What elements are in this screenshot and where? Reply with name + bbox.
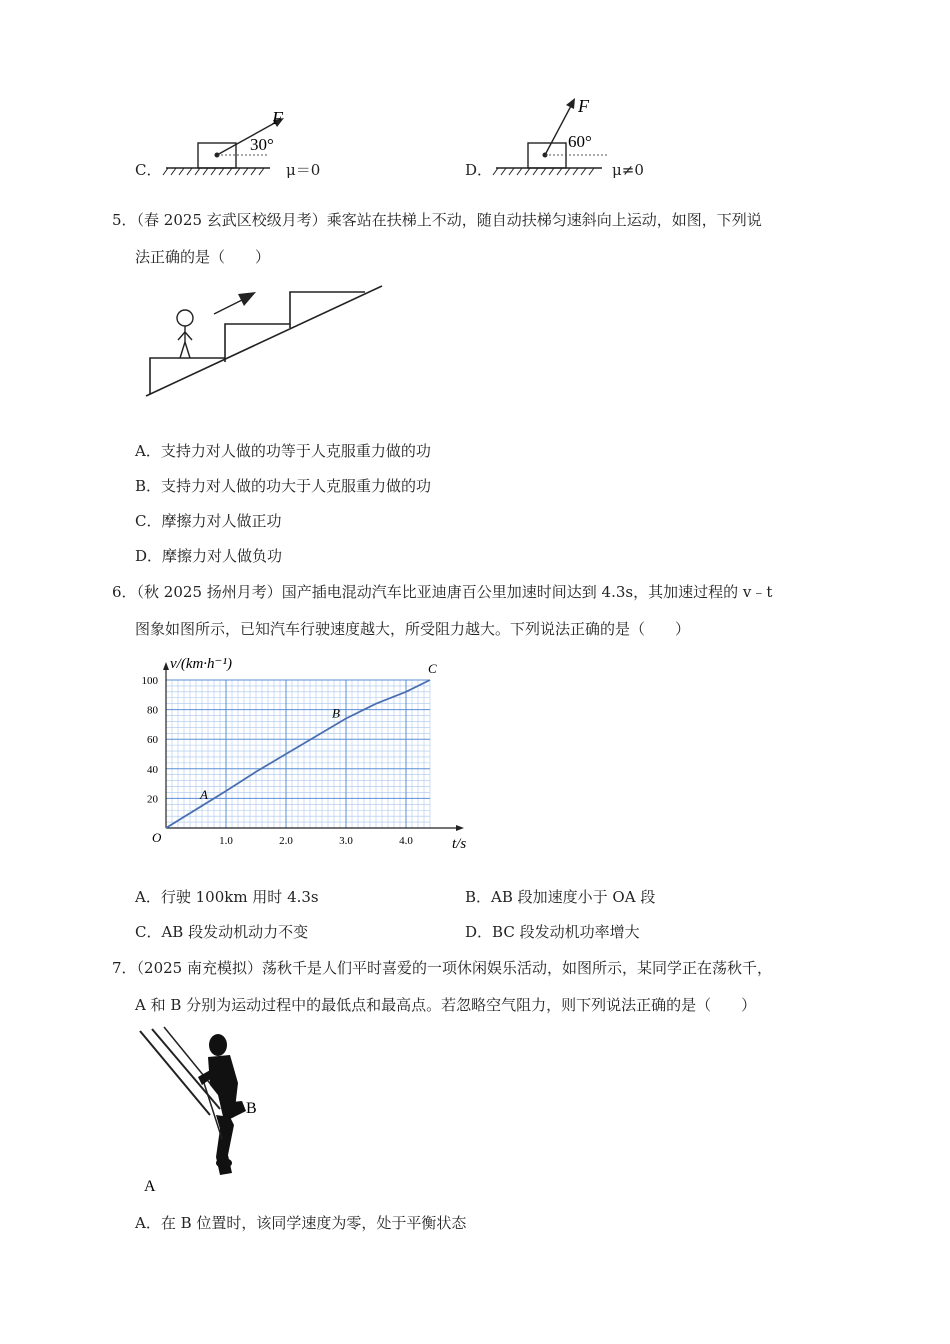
q6-option-d[interactable]: D．BC 段发动机功率增大 [465, 923, 640, 941]
q4-option-c-letter: C． [135, 161, 162, 179]
swinging-person-silhouette [198, 1034, 246, 1175]
q4-option-c-mu: μ＝0 [286, 161, 321, 179]
vt-chart [130, 650, 480, 855]
q5-option-a[interactable]: A．支持力对人做的功等于人克服重力做的功 [135, 442, 431, 460]
q4-option-d-letter: D． [465, 161, 493, 179]
x-axis-arrow-icon [456, 825, 464, 831]
chart-ticks [142, 675, 414, 847]
chart-origin-label: O [152, 830, 162, 845]
point-label-c: C [428, 661, 437, 676]
x-tick-label: 2.0 [279, 835, 293, 847]
y-tick-label: 100 [141, 675, 158, 687]
q5-option-c[interactable]: C．摩擦力对人做正功 [135, 512, 282, 530]
q5-escalator-figure [140, 280, 390, 405]
q5-stem-line1: 5．（春 2025 玄武区校级月考）乘客站在扶梯上不动，随自动扶梯匀速斜向上运动，如图，下列说 [112, 211, 762, 229]
q7-label-a: A [144, 1178, 156, 1195]
q4-d-angle-label: 60° [568, 132, 592, 151]
q6-option-c[interactable]: C．AB 段发动机动力不变 [135, 923, 309, 941]
q5-stem-line2: 法正确的是（ ） [135, 248, 271, 266]
y-tick-label: 20 [147, 793, 158, 806]
q7-stem-line2: A 和 B 分别为运动过程中的最低点和最高点。若忽略空气阻力，则下列说法正确的是（ ） [135, 996, 757, 1014]
x-tick-label: 4.0 [399, 835, 413, 847]
q7-stem-line1: 7．（2025 南充模拟）荡秋千是人们平时喜爱的一项休闲娱乐活动，如图所示，某同学正在荡秋千， [112, 959, 772, 977]
q7-label-b: B [246, 1100, 257, 1117]
q4-option-d-diagram [490, 92, 630, 180]
x-tick-label: 1.0 [219, 835, 233, 847]
q7-option-a[interactable]: A．在 B 位置时，该同学速度为零，处于平衡状态 [135, 1214, 467, 1232]
y-axis-arrow-icon [163, 662, 169, 670]
q4-d-force-label: F [578, 96, 589, 116]
chart-y-axis-label: v/(km·h⁻¹) [170, 656, 232, 672]
direction-arrow-icon [238, 292, 256, 306]
q6-option-b[interactable]: B．AB 段加速度小于 OA 段 [465, 888, 656, 906]
q4-c-force-label: F [272, 108, 283, 128]
q6-stem-line2: 图象如图所示，已知汽车行驶速度越大，所受阻力越大。下列说法正确的是（ ） [135, 620, 691, 638]
q4-option-d-mu: μ≠0 [612, 161, 644, 179]
y-tick-label: 80 [147, 704, 158, 717]
person-figure [177, 310, 193, 358]
q5-option-b[interactable]: B．支持力对人做的功大于人克服重力做的功 [135, 477, 432, 495]
point-label-a: A [200, 786, 208, 802]
x-tick-label: 3.0 [339, 835, 353, 847]
q6-stem-line1: 6．（秋 2025 扬州月考）国产插电混动汽车比亚迪唐百公里加速时间达到 4.3s，其加速过程的 v﹣t [112, 583, 773, 601]
q5-option-d[interactable]: D．摩擦力对人做负功 [135, 547, 283, 565]
q7-swing-figure [138, 1025, 278, 1200]
y-tick-label: 40 [147, 763, 158, 776]
chart-x-axis-label: t/s [452, 836, 467, 852]
point-label-b: B [332, 705, 340, 721]
y-tick-label: 60 [147, 734, 158, 747]
q4-c-angle-label: 30° [250, 135, 274, 154]
q4-option-c-diagram [160, 108, 300, 180]
q6-option-a[interactable]: A．行驶 100km 用时 4.3s [135, 888, 319, 906]
chart-grid-minor [166, 680, 430, 828]
